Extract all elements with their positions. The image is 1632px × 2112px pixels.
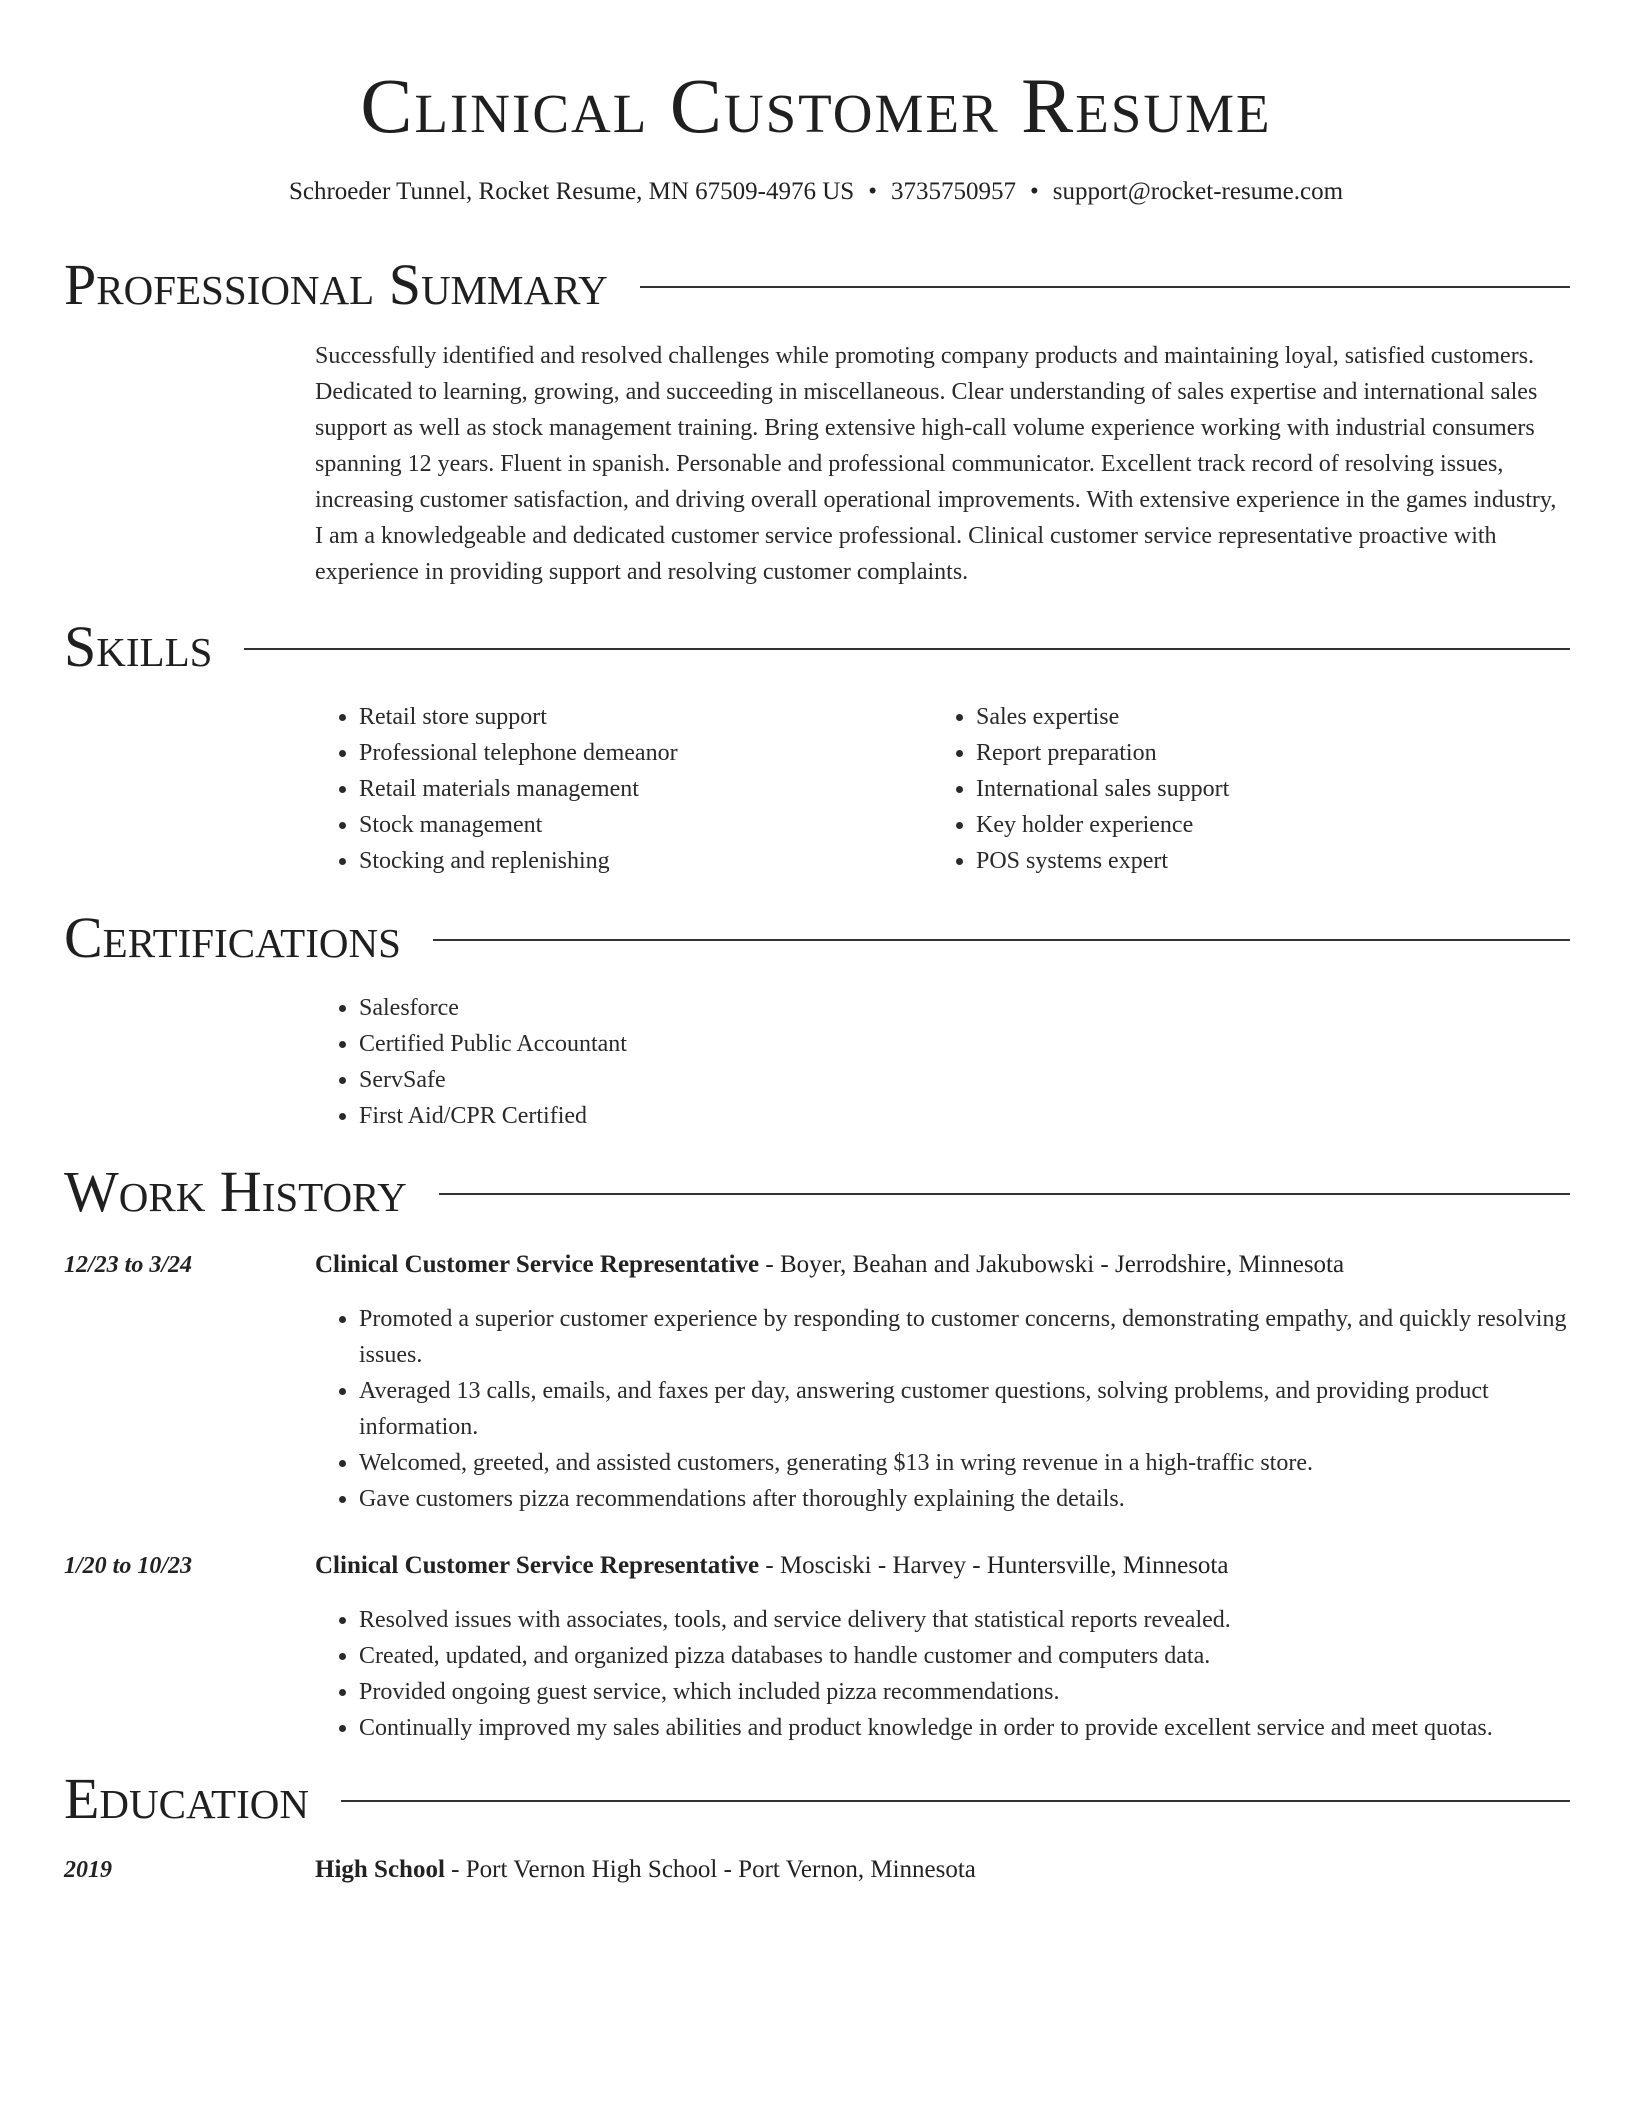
education-heading (315, 1852, 1570, 1888)
section-title-certifications: Certifications (64, 905, 401, 970)
job-heading (315, 1548, 1570, 1584)
certification-item: • First Aid/CPR Certified (359, 1098, 1570, 1134)
section-title-summary: Professional Summary (64, 252, 608, 317)
skill-item: • International sales support (976, 771, 1549, 807)
job-dates: 1/20 to 10/23 (64, 1553, 193, 1579)
job-duties (315, 1602, 1570, 1746)
skill-item: • Stocking and replenishing (359, 843, 932, 879)
section-title-education: Education (64, 1766, 309, 1831)
job-duties (315, 1301, 1570, 1517)
section-education-header (64, 1764, 1570, 1834)
contact-separator: • (1029, 178, 1039, 205)
section-divider (640, 286, 1570, 288)
contact-phone: 3735750957 (890, 178, 1016, 205)
job-role: Clinical Customer Service Representative (315, 1251, 760, 1278)
skill-item: • Stock management (359, 807, 932, 843)
job-role: Clinical Customer Service Representative (315, 1552, 760, 1579)
section-work-header (64, 1157, 1570, 1227)
skill-item: • POS systems expert (976, 843, 1549, 879)
contact-separator: • (868, 178, 877, 205)
skill-item: • Key holder experience (976, 807, 1549, 843)
education-year: 2019 (64, 1857, 112, 1883)
job-heading (315, 1247, 1570, 1283)
job-duty-item: • Promoted a superior customer experience by responding to customer concerns, demonstrating empathy, and quickly resolving issues. (359, 1301, 1570, 1373)
section-divider (244, 648, 1570, 650)
job-employer-location: - Mosciski - Harvey - Huntersville, Minnesota (759, 1552, 1229, 1579)
skill-item: • Retail materials management (359, 771, 932, 807)
section-certifications-header (64, 903, 1570, 973)
job-duty-item: • Resolved issues with associates, tools, and service delivery that statistical reports revealed. (359, 1602, 1570, 1638)
section-divider (439, 1193, 1570, 1195)
section-summary-header (64, 250, 1570, 320)
certification-item: • Salesforce (359, 990, 1570, 1026)
job-employer-location: - Boyer, Beahan and Jakubowski - Jerrodshire, Minnesota (759, 1251, 1345, 1278)
job-duty-item: • Averaged 13 calls, emails, and faxes per day, answering customer questions, solving problems, and providing product information. (359, 1373, 1570, 1445)
certification-item: • Certified Public Accountant (359, 1026, 1570, 1062)
resume-title: Clinical Customer Resume (360, 62, 1272, 149)
skill-item: • Report preparation (976, 735, 1549, 771)
skill-item: • Retail store support (359, 699, 932, 735)
section-title-work: Work History (64, 1159, 407, 1224)
job-duty-item: • Continually improved my sales abilities and product knowledge in order to provide excellent service and meet quotas. (359, 1710, 1570, 1746)
job-duty-item: • Provided ongoing guest service, which included pizza recommendations. (359, 1674, 1570, 1710)
skills-list (315, 699, 1570, 879)
job-duty-item: • Welcomed, greeted, and assisted customers, generating $13 in wring revenue in a high-traffic store. (359, 1445, 1570, 1481)
summary-text: Successfully identified and resolved challenges while promoting company products and maintaining loyal, satisfied customers. Dedicated to learning, growing, and succeeding in miscellaneous. Clear understanding of sales expertise and international sales support as well as stock management training. Bring extensive high-call volume experience working with industrial consumers spanning 12 years. Fluent in spanish. Personable and professional communicator. Excellent track record of resolving issues, increasing customer satisfaction, and driving overall operational improvements. With extensive experience in the games industry, I am a knowledgeable and dedicated customer service professional. Clinical customer service representative proactive with experience in providing support and resolving customer complaints. (315, 343, 1557, 585)
contact-address: Schroeder Tunnel, Rocket Resume, MN 67509-4976 US (288, 178, 855, 205)
job-dates: 12/23 to 3/24 (64, 1252, 193, 1278)
skills-column-right (932, 699, 1549, 879)
skills-column-left (315, 699, 932, 879)
skill-item: • Professional telephone demeanor (359, 735, 932, 771)
skill-item: • Sales expertise (976, 699, 1549, 735)
education-school-location: - Port Vernon High School - Port Vernon, Minnesota (444, 1856, 976, 1883)
section-divider (341, 1800, 1570, 1802)
job-duty-item: • Gave customers pizza recommendations after thoroughly explaining the details. (359, 1481, 1570, 1517)
summary-paragraph (315, 338, 1570, 590)
contact-email: support@rocket-resume.com (1052, 178, 1344, 205)
certification-item: • ServSafe (359, 1062, 1570, 1098)
education-degree: High School (315, 1856, 445, 1883)
contact-line (0, 172, 1632, 212)
job-duty-item: • Created, updated, and organized pizza databases to handle customer and computers data. (359, 1638, 1570, 1674)
section-title-skills: Skills (64, 614, 213, 679)
section-divider (433, 939, 1570, 941)
certifications-list (315, 990, 1570, 1134)
section-skills-header (64, 612, 1570, 682)
